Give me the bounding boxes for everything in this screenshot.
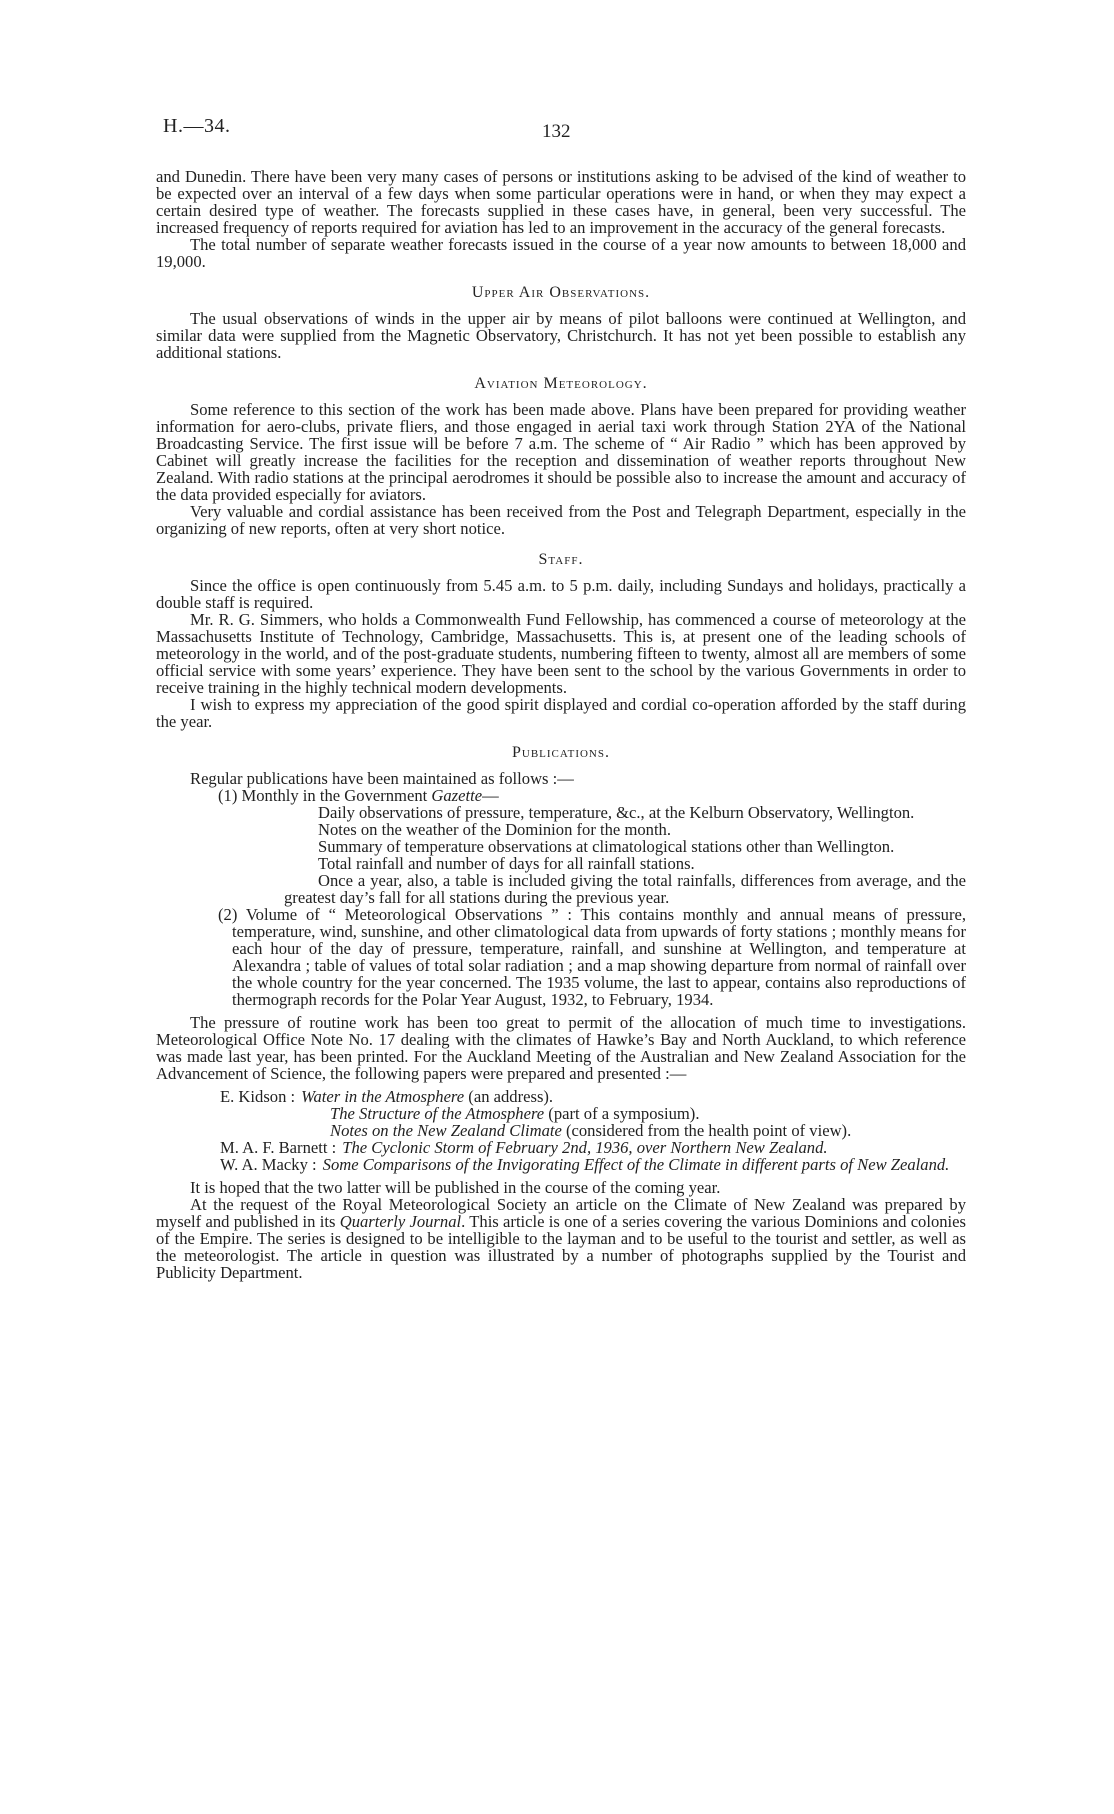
section-heading-aviation: Aviation Meteorology. bbox=[474, 375, 648, 392]
sub-item: Notes on the weather of the Dominion for the month. bbox=[318, 820, 671, 839]
paper-author: W. A. Macky : bbox=[220, 1155, 317, 1174]
paper-title: The Cyclonic Storm of February 2nd, 1936, over Northern New Zealand. bbox=[342, 1138, 828, 1157]
paper-title: Some Comparisons of the Invigorating Effect of the Climate in different parts of New Zealand. bbox=[322, 1155, 950, 1174]
publications-list bbox=[218, 906, 966, 1008]
paragraph: The pressure of routine work has been too great to permit of the allocation of much time to investigations. Meteorological Office Note No. 17 dealing with the climates of Hawke’s Bay and North Auckland, to which reference was made last year, has been printed. For the Auckland Meeting of the Australian and New Zealand Association for the Advancement of Science, the following papers were prepared and presented :— bbox=[156, 1013, 966, 1083]
section-heading-staff: Staff. bbox=[538, 551, 584, 568]
journal-title: Quarterly Journal bbox=[339, 1212, 462, 1231]
sub-item: Total rainfall and number of days for all rainfall stations. bbox=[318, 854, 695, 873]
paper-title: Notes on the New Zealand Climate bbox=[330, 1121, 562, 1140]
sub-item: Once a year, also, a table is included giving the total rainfalls, differences from average, and the greatest day’s fall for all stations during the previous year. bbox=[284, 871, 966, 907]
paper-entry bbox=[220, 1139, 966, 1156]
paragraph: The total number of separate weather forecasts issued in the course of a year now amounts to between 18,000 and 19,000. bbox=[156, 235, 966, 271]
paper-author: E. Kidson : bbox=[220, 1087, 296, 1106]
paragraph: Very valuable and cordial assistance has been received from the Post and Telegraph Department, especially in the organizing of new reports, often at very short notice. bbox=[156, 502, 966, 538]
paragraph: It is hoped that the two latter will be published in the course of the coming year. bbox=[190, 1178, 721, 1197]
document-reference: H.—34. bbox=[163, 115, 231, 137]
paragraph: At the request of the Royal Meteorological Society an article on the Climate of New Zealand was prepared by myself and published in its Quarterly Journal. This article is one of a series covering the various Dominions and colonies of the Empire. The series is designed to be intelligible to the layman and to be useful to the tourist and settler, as well as the meteorologist. The article in question was illustrated by a number of photographs supplied by the Tourist and Publicity Department. bbox=[156, 1195, 966, 1282]
publications-list bbox=[218, 787, 966, 804]
papers-list bbox=[220, 1088, 966, 1173]
section-heading-publications: Publications. bbox=[511, 744, 610, 761]
paragraph: Some reference to this section of the work has been made above. Plans have been prepared for providing weather information for aero-clubs, private fliers, and those engaged in aerial taxi work through Station 2YA of the National Broadcasting Service. The first issue will be before 7 a.m. The scheme of “ Air Radio ” which has been approved by Cabinet will greatly increase the facilities for the reception and dissemination of weather reports throughout New Zealand. With radio stations at the principal aerodromes it should be possible also to increase the amount and accuracy of the data provided especially for aviators. bbox=[156, 400, 966, 504]
paragraph: and Dunedin. There have been very many cases of persons or institutions asking to be advised of the kind of weather to be expected over an interval of a few days when some particular operations were in hand, or when they may expect a certain desired type of weather. The forecasts supplied in these cases have, in general, been very successful. The increased frequency of reports required for aviation has led to an improvement in the accuracy of the general forecasts. bbox=[156, 167, 966, 237]
paragraph: The usual observations of winds in the upper air by means of pilot balloons were continued at Wellington, and similar data were supplied from the Magnetic Observatory, Christchurch. It has not yet been possible to establish any additional stations. bbox=[156, 309, 966, 362]
page-number: 132 bbox=[542, 121, 571, 142]
list-item: (2) Volume of “ Meteorological Observations ” : This contains monthly and annual means of pressure, temperature, wind, sunshine, and other climatological data from upwards of forty stations ; monthly means for each hour of the day of pressure, temperature, rainfall, and sunshine at Wellington, and temperature at Alexandra ; table of values of total solar radiation ; and a map showing departure from normal of rainfall over the whole country for the year concerned. The 1935 volume, the last to appear, contains also reproductions of thermograph records for the Polar Year August, 1932, to February, 1934. bbox=[218, 905, 966, 1009]
gazette-title: Gazette bbox=[431, 786, 483, 805]
sub-item: Daily observations of pressure, temperature, &c., at the Kelburn Observatory, Wellington. bbox=[318, 803, 915, 822]
paragraph: I wish to express my appreciation of the good spirit displayed and cordial co-operation afforded by the staff during the year. bbox=[156, 695, 966, 731]
paper-author: M. A. F. Barnett : bbox=[220, 1138, 337, 1157]
paper-entry: Notes on the New Zealand Climate (considered from the health point of view). bbox=[330, 1121, 852, 1140]
document-body bbox=[156, 168, 966, 1281]
paper-entry: The Structure of the Atmosphere (part of a symposium). bbox=[330, 1104, 700, 1123]
paper-entry: E. Kidson : Water in the Atmosphere (an address). bbox=[220, 1087, 554, 1106]
paper-title: The Structure of the Atmosphere bbox=[330, 1104, 545, 1123]
section-heading-upper-air: Upper Air Observations. bbox=[471, 284, 651, 301]
paragraph: Since the office is open continuously from 5.45 a.m. to 5 p.m. daily, including Sundays and holidays, practically a double staff is required. bbox=[156, 576, 966, 612]
paper-title: Water in the Atmosphere bbox=[301, 1087, 465, 1106]
sub-item: Summary of temperature observations at climatological stations other than Wellington. bbox=[318, 837, 895, 856]
list-item: (1) Monthly in the Government Gazette— bbox=[218, 786, 499, 805]
paragraph: Regular publications have been maintained as follows :— bbox=[190, 769, 574, 788]
paragraph: Mr. R. G. Simmers, who holds a Commonwealth Fund Fellowship, has commenced a course of meteorology at the Massachusetts Institute of Technology, Cambridge, Massachusetts. This is, at present one of the leading schools of meteorology in the world, and of the post-graduate students, numbering fifteen to twenty, almost all are members of some official service with some years’ experience. They have been sent to the school by the various Governments in order to receive training in the highly technical modern developments. bbox=[156, 610, 966, 697]
paper-entry bbox=[220, 1156, 966, 1173]
